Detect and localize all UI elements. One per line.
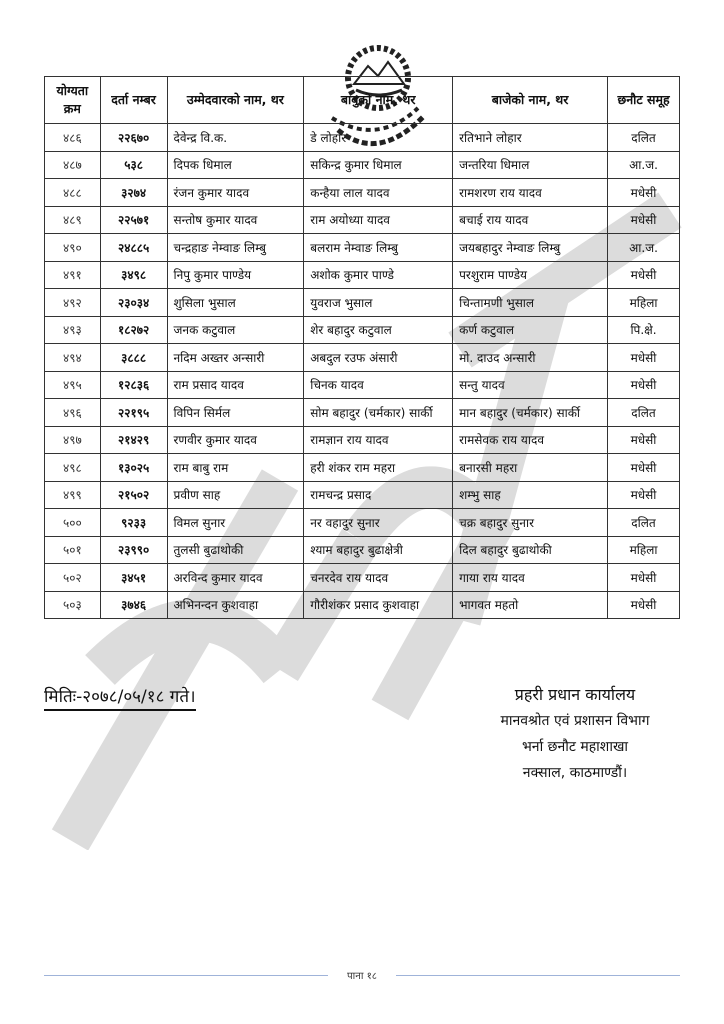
group-cell: मधेसी xyxy=(608,426,680,454)
table-row xyxy=(45,399,680,427)
reg-no-cell: ३४५१ xyxy=(100,564,167,592)
reg-no-cell: ९२३३ xyxy=(100,509,167,537)
candidate-name-cell: देवेन्द्र वि.क. xyxy=(167,124,304,152)
group-cell: आ.ज. xyxy=(608,234,680,262)
group-cell: आ.ज. xyxy=(608,151,680,179)
header-rank: योग्यता क्रम xyxy=(45,77,101,124)
father-name-cell: अशोक कुमार पाण्डे xyxy=(304,261,453,289)
table-row xyxy=(45,564,680,592)
group-cell: मधेसी xyxy=(608,481,680,509)
table-row xyxy=(45,234,680,262)
candidate-name-cell: चन्द्रहाङ नेम्वाङ लिम्बु xyxy=(167,234,304,262)
grandfather-name-cell: चक्र बहादुर सुनार xyxy=(453,509,608,537)
reg-no-cell: ५३८ xyxy=(100,151,167,179)
rank-cell: ५०२ xyxy=(45,564,101,592)
grandfather-name-cell: मान बहादुर (चर्मकार) सार्की xyxy=(453,399,608,427)
candidate-name-cell: राम बाबु राम xyxy=(167,454,304,482)
grandfather-name-cell: गाया राय यादव xyxy=(453,564,608,592)
group-cell: महिला xyxy=(608,536,680,564)
table-row xyxy=(45,454,680,482)
rank-cell: ४९१ xyxy=(45,261,101,289)
rank-cell: ४९८ xyxy=(45,454,101,482)
table-row xyxy=(45,261,680,289)
candidate-name-cell: शुसिला भुसाल xyxy=(167,289,304,317)
group-cell: मधेसी xyxy=(608,454,680,482)
table-row xyxy=(45,344,680,372)
table-row xyxy=(45,206,680,234)
reg-no-cell: २२५७१ xyxy=(100,206,167,234)
grandfather-name-cell: जयबहादुर नेम्वाङ लिम्बु xyxy=(453,234,608,262)
candidate-name-cell: तुलसी बुढाथोकी xyxy=(167,536,304,564)
table-row xyxy=(45,124,680,152)
candidate-name-cell: निपु कुमार पाण्डेय xyxy=(167,261,304,289)
grandfather-name-cell: रामशरण राय यादव xyxy=(453,179,608,207)
table-row xyxy=(45,371,680,399)
office-line-1: प्रहरी प्रधान कार्यालय xyxy=(514,685,636,704)
rank-cell: ४८६ xyxy=(45,124,101,152)
results-table xyxy=(44,76,680,619)
reg-no-cell: २४८८५ xyxy=(100,234,167,262)
group-cell: दलित xyxy=(608,399,680,427)
office-signature-block xyxy=(470,682,680,786)
group-cell: दलित xyxy=(608,509,680,537)
candidate-name-cell: जनक कटुवाल xyxy=(167,316,304,344)
rank-cell: ४९२ xyxy=(45,289,101,317)
header-group: छनौट समूह xyxy=(608,77,680,124)
grandfather-name-cell: बनारसी महरा xyxy=(453,454,608,482)
reg-no-cell: ३२७४ xyxy=(100,179,167,207)
father-name-cell: शेर बहादुर कटुवाल xyxy=(304,316,453,344)
header-grandfather-name: बाजेको नाम, थर xyxy=(453,77,608,124)
candidate-name-cell: दिपक धिमाल xyxy=(167,151,304,179)
candidate-name-cell: रंजन कुमार यादव xyxy=(167,179,304,207)
reg-no-cell: १३०२५ xyxy=(100,454,167,482)
header-candidate-name: उम्मेदवारको नाम, थर xyxy=(167,77,304,124)
group-cell: मधेसी xyxy=(608,344,680,372)
group-cell: मधेसी xyxy=(608,206,680,234)
father-name-cell: कन्हैया लाल यादव xyxy=(304,179,453,207)
candidate-name-cell: राम प्रसाद यादव xyxy=(167,371,304,399)
table-row xyxy=(45,289,680,317)
grandfather-name-cell: सन्तु यादव xyxy=(453,371,608,399)
group-cell: मधेसी xyxy=(608,261,680,289)
grandfather-name-cell: बचाई राय यादव xyxy=(453,206,608,234)
father-name-cell: बलराम नेम्वाङ लिम्बु xyxy=(304,234,453,262)
rank-cell: ५०३ xyxy=(45,591,101,619)
table-row xyxy=(45,536,680,564)
reg-no-cell: २१४२९ xyxy=(100,426,167,454)
father-name-cell: नर वहादुर सुनार xyxy=(304,509,453,537)
father-name-cell: रामज्ञान राय यादव xyxy=(304,426,453,454)
page-footer xyxy=(44,968,680,982)
rank-cell: ४९६ xyxy=(45,399,101,427)
office-line-3: भर्ना छनौट महाशाखा xyxy=(521,739,629,755)
rank-cell: ४८९ xyxy=(45,206,101,234)
father-name-cell: युवराज भुसाल xyxy=(304,289,453,317)
reg-no-cell: २३९९० xyxy=(100,536,167,564)
table-row xyxy=(45,316,680,344)
grandfather-name-cell: भागवत महतो xyxy=(453,591,608,619)
candidate-name-cell: रणवीर कुमार यादव xyxy=(167,426,304,454)
rank-cell: ४९० xyxy=(45,234,101,262)
candidate-name-cell: विपिन सिर्मल xyxy=(167,399,304,427)
father-name-cell: सोम बहादुर (चर्मकार) सार्की xyxy=(304,399,453,427)
reg-no-cell: ३७४६ xyxy=(100,591,167,619)
grandfather-name-cell: शम्भु साह xyxy=(453,481,608,509)
office-line-2: मानवश्रोत एवं प्रशासन विभाग xyxy=(500,713,650,729)
father-name-cell: राम अयोध्या यादव xyxy=(304,206,453,234)
rank-cell: ४९९ xyxy=(45,481,101,509)
header-reg-no: दर्ता नम्बर xyxy=(100,77,167,124)
rank-cell: ४९४ xyxy=(45,344,101,372)
candidate-name-cell: विमल सुनार xyxy=(167,509,304,537)
grandfather-name-cell: रामसेवक राय यादव xyxy=(453,426,608,454)
father-name-cell: सकिन्द्र कुमार धिमाल xyxy=(304,151,453,179)
rank-cell: ५०० xyxy=(45,509,101,537)
candidate-name-cell: सन्तोष कुमार यादव xyxy=(167,206,304,234)
father-name-cell: डे लोहार xyxy=(304,124,453,152)
reg-no-cell: ३८८८ xyxy=(100,344,167,372)
father-name-cell: रामचन्द्र प्रसाद xyxy=(304,481,453,509)
grandfather-name-cell: मो. दाउद अन्सारी xyxy=(453,344,608,372)
grandfather-name-cell: दिल बहादुर बुढाथोकी xyxy=(453,536,608,564)
group-cell: मधेसी xyxy=(608,564,680,592)
rank-cell: ४८७ xyxy=(45,151,101,179)
grandfather-name-cell: कर्ण कटुवाल xyxy=(453,316,608,344)
father-name-cell: गौरीशंकर प्रसाद कुशवाहा xyxy=(304,591,453,619)
reg-no-cell: ३४९८ xyxy=(100,261,167,289)
reg-no-cell: २३०३४ xyxy=(100,289,167,317)
rank-cell: ४८८ xyxy=(45,179,101,207)
rank-cell: ४९५ xyxy=(45,371,101,399)
footer-line-right xyxy=(396,975,680,976)
table-row xyxy=(45,151,680,179)
table-row xyxy=(45,591,680,619)
table-row xyxy=(45,509,680,537)
date-line: मितिः-२०७८/०५/१८ गते। xyxy=(44,684,196,711)
candidate-name-cell: अरविन्द कुमार यादव xyxy=(167,564,304,592)
grandfather-name-cell: जन्तरिया धिमाल xyxy=(453,151,608,179)
grandfather-name-cell: परशुराम पाण्डेय xyxy=(453,261,608,289)
table-row xyxy=(45,179,680,207)
father-name-cell: श्याम बहादुर बुढाक्षेत्री xyxy=(304,536,453,564)
candidate-name-cell: नदिम अख्तर अन्सारी xyxy=(167,344,304,372)
reg-no-cell: २२६७० xyxy=(100,124,167,152)
father-name-cell: अबदुल रउफ अंसारी xyxy=(304,344,453,372)
father-name-cell: चनरदेव राय यादव xyxy=(304,564,453,592)
reg-no-cell: २२१९५ xyxy=(100,399,167,427)
office-line-4: नक्साल, काठमाण्डौं। xyxy=(522,765,628,781)
grandfather-name-cell: रतिभाने लोहार xyxy=(453,124,608,152)
group-cell: पि.क्षे. xyxy=(608,316,680,344)
rank-cell: ४९३ xyxy=(45,316,101,344)
reg-no-cell: १२८३६ xyxy=(100,371,167,399)
group-cell: मधेसी xyxy=(608,371,680,399)
page-number: पाना १८ xyxy=(347,971,377,982)
table-row xyxy=(45,426,680,454)
grandfather-name-cell: चिन्तामणी भुसाल xyxy=(453,289,608,317)
rank-cell: ४९७ xyxy=(45,426,101,454)
table-header-row xyxy=(45,77,680,124)
candidate-name-cell: अभिनन्दन कुशवाहा xyxy=(167,591,304,619)
group-cell: मधेसी xyxy=(608,591,680,619)
header-father-name: बाबुको नाम, थर xyxy=(304,77,453,124)
reg-no-cell: १८२७२ xyxy=(100,316,167,344)
father-name-cell: चिनक यादव xyxy=(304,371,453,399)
table-row xyxy=(45,481,680,509)
rank-cell: ५०१ xyxy=(45,536,101,564)
father-name-cell: हरी शंकर राम महरा xyxy=(304,454,453,482)
group-cell: महिला xyxy=(608,289,680,317)
candidate-name-cell: प्रवीण साह xyxy=(167,481,304,509)
group-cell: मधेसी xyxy=(608,179,680,207)
reg-no-cell: २१५०२ xyxy=(100,481,167,509)
group-cell: दलित xyxy=(608,124,680,152)
